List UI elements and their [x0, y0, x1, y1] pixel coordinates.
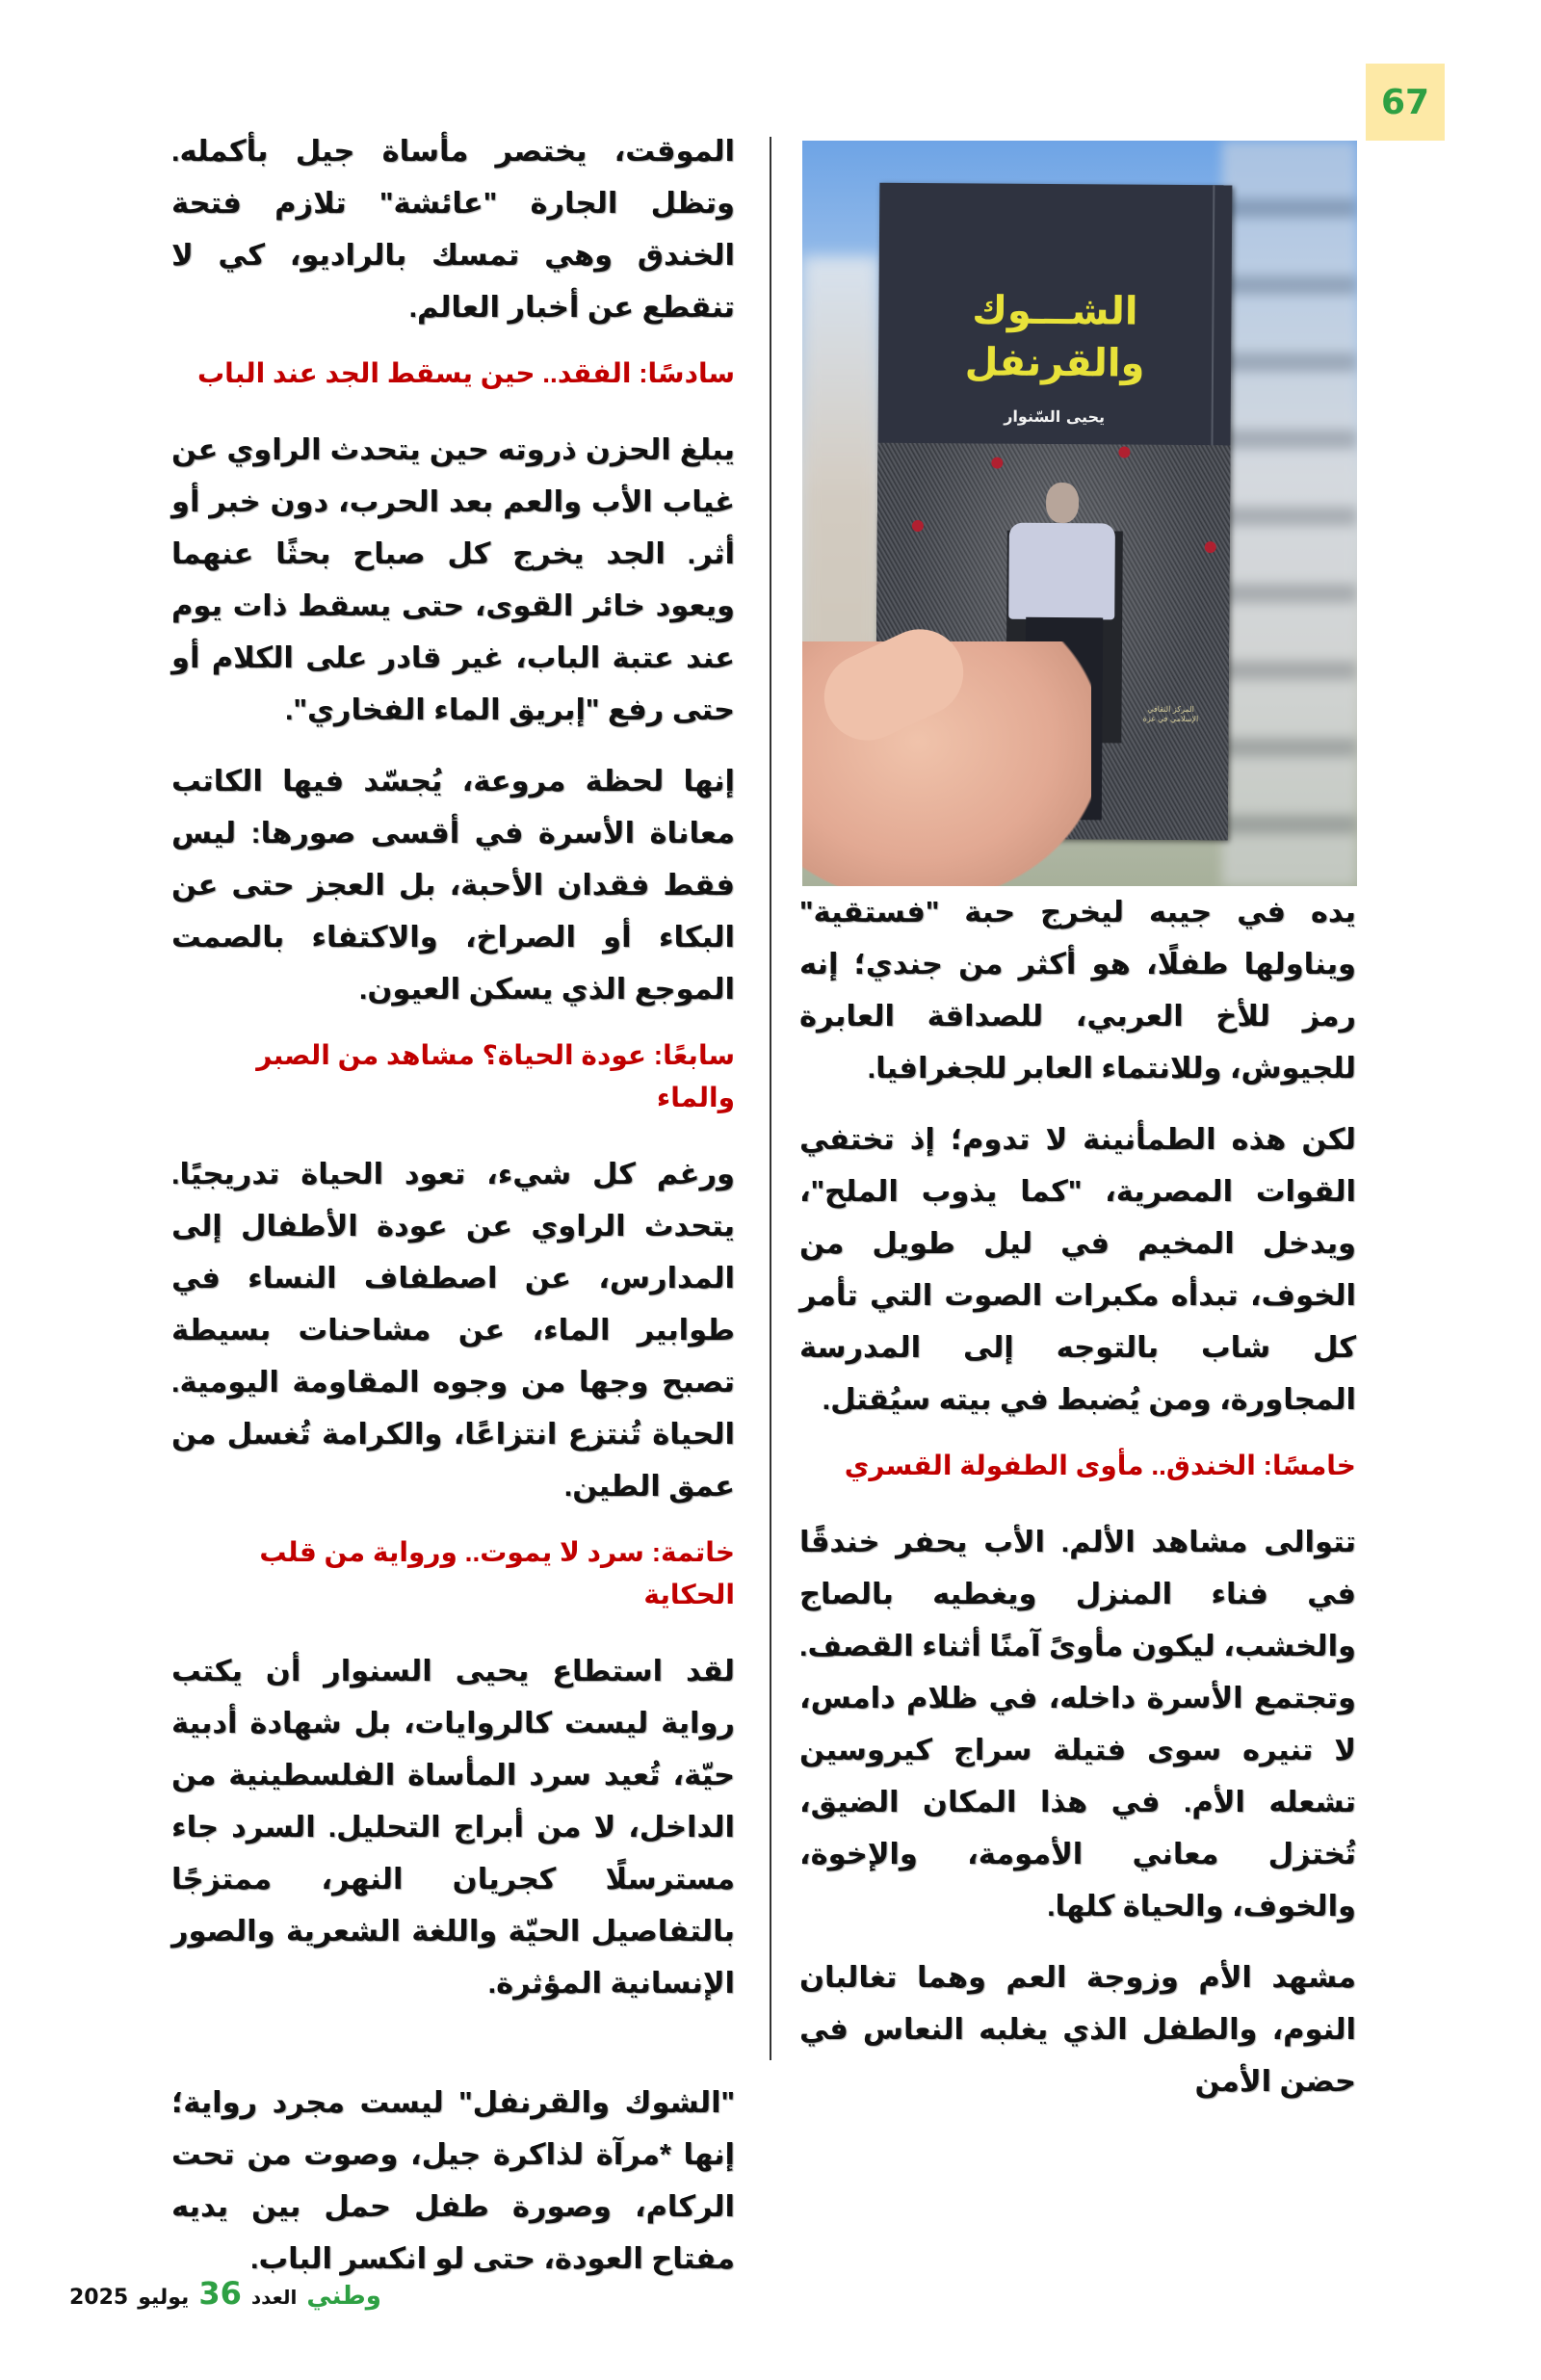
book-title-line2: والقرنفل — [964, 340, 1145, 386]
book-title — [878, 284, 1232, 391]
flower-icon — [991, 458, 1003, 469]
section-heading-conclusion: خاتمة: سرد لا يموت.. ورواية من قلب الحكاية — [259, 1537, 735, 1609]
book-author: يحيى السّنوار — [1004, 406, 1106, 427]
footer — [69, 2275, 381, 2312]
paragraph: ورغم كل شيء، تعود الحياة تدريجيًا. يتحدث الراوي عن عودة الأطفال إلى المدارس، عن اصطفاف النساء في طوابير الماء، عن مشاحنات بسيطة تصبح وجها من وجوه المقاومة اليومية. الحياة تُنتزع انتزاعًا، والكرامة تُغسل من عمق الطين. — [171, 1158, 735, 1503]
page-number-badge — [1366, 64, 1445, 141]
left-column — [171, 125, 735, 2304]
book-title-line1: الشـــوك — [972, 288, 1138, 334]
paragraph: لكن هذه الطمأنينة لا تدوم؛ إذ تختفي القوات المصرية، "كما يذوب الملح"، ويدخل المخيم في ليل طويل من الخوف، تبدأه مكبرات الصوت التي تأمر كل شاب بالتوجه إلى المدرسة المجاورة، ومن يُضبط في بيته سيُقتل. — [799, 1123, 1356, 1416]
issue-month: يوليو — [138, 2286, 190, 2310]
book-photo — [802, 141, 1357, 886]
paragraph: تتوالى مشاهد الألم. الأب يحفر خندقًا في فناء المنزل ويغطيه بالصاج والخشب، ليكون مأوىً آمنًا أثناء القصف. وتجتمع الأسرة داخله، في ظلام دامس، لا تنيره سوى فتيلة سراج كيروسين تشعله الأم. في هذا المكان الضيق، تُختزل معاني الأمومة، والإخوة، والخوف، والحياة كلها. — [799, 1526, 1356, 1922]
paragraph: الموقت، يختصر مأساة جيل بأكمله. وتظل الجارة "عائشة" تلازم فتحة الخندق وهي تمسك بالراديو، كي لا تنقطع عن أخبار العالم. — [171, 135, 735, 324]
section-heading-seventh: سابعًا: عودة الحياة؟ مشاهد من الصبر والماء — [256, 1040, 735, 1112]
paragraph: يبلغ الحزن ذروته حين يتحدث الراوي عن غياب الأب والعم بعد الحرب، دون خبر أو أثر. الجد يخرج كل صباح بحثًا عنهما ويعود خائر القوى، حتى يسقط ذات يوم عند عتبة الباب، غير قادر على الكلام أو حتى رفع "إبريق الماء الفخاري". — [171, 433, 735, 726]
head-shape — [1046, 483, 1079, 523]
right-column — [799, 886, 1356, 2127]
issue-year: 2025 — [69, 2286, 129, 2310]
section-heading-sixth: سادسًا: الفقد.. حين يسقط الجد عند الباب — [197, 358, 735, 388]
flower-icon — [1118, 446, 1130, 458]
shirt-shape — [1008, 523, 1115, 620]
flower-icon — [912, 520, 924, 532]
section-heading-fifth: خامسًا: الخندق.. مأوى الطفولة القسري — [844, 1451, 1356, 1480]
paragraph: لقد استطاع يحيى السنوار أن يكتب رواية ليست كالروايات، بل شهادة أدبية حيّة، تُعيد سرد المأساة الفلسطينية من الداخل، لا من أبراج التحليل. السرد جاء مسترسلًا كجريان النهر، ممتزجًا بالتفاصيل الحيّة واللغة الشعرية والصور الإنسانية المؤثرة. — [171, 1655, 735, 2000]
paragraph: مشهد الأم وزوجة العم وهما تغالبان النوم، والطفل الذي يغلبه النعاس في حضن الأمن — [799, 1961, 1356, 2098]
book-publisher: المركز الثقافي الإسلامي في غزة — [1142, 704, 1199, 724]
paragraph: "الشوك والقرنفل" ليست مجرد رواية؛ إنها *مرآة لذاكرة جيل، وصوت من تحت الركام، وصورة طفل حمل بين يديه مفتاح العودة، حتى لو انكسر الباب. — [171, 2086, 735, 2275]
page-number: 67 — [1380, 82, 1430, 122]
magazine-brand: وطني — [306, 2282, 381, 2311]
paragraph: إنها لحظة مروعة، يُجسّد فيها الكاتب معاناة الأسرة في أقسى صورها: ليس فقط فقدان الأحبة، بل العجز حتى عن البكاء أو الصراخ، والاكتفاء بالصمت الموجع الذي يسكن العيون. — [171, 765, 735, 1006]
column-divider — [770, 137, 771, 2060]
paragraph: يده في جيبه ليخرج حبة "فستقية" ويناولها طفلًا، هو أكثر من جندي؛ إنه رمز للأخ العربي، للصداقة العابرة للجيوش، وللانتماء العابر للجغرافيا. — [799, 896, 1356, 1085]
issue-number: 36 — [198, 2275, 242, 2312]
flower-icon — [1205, 541, 1216, 553]
issue-label: العدد — [250, 2286, 298, 2309]
background-building — [1222, 141, 1357, 886]
